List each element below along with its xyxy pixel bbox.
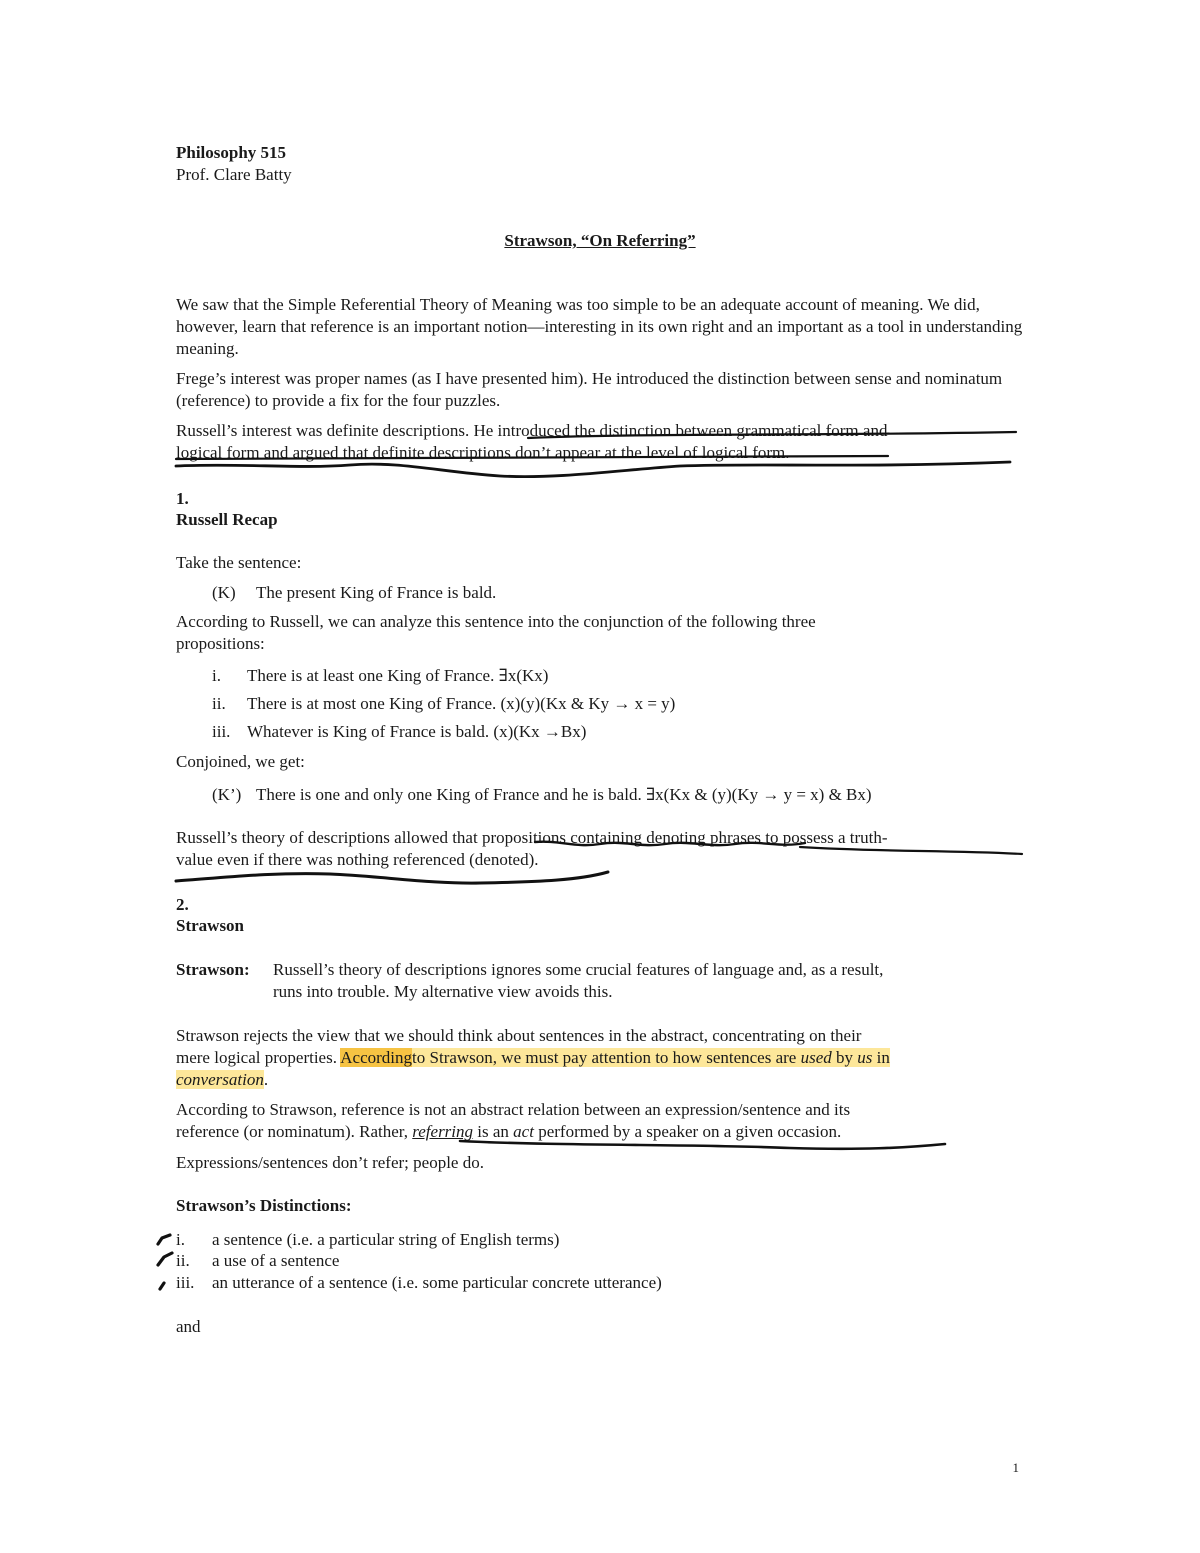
list-item-text: an utterance of a sentence (i.e. some particular concrete utterance) [212,1273,662,1292]
section-2-number: 2. [176,895,189,914]
k-prime-sentence: There is one and only one King of France and he is bald. ∃x(Kx & (y)(Ky → y = x) & Bx) [256,785,872,804]
professor-name: Prof. Clare Batty [176,165,292,184]
list-item-number: iii. [212,722,231,741]
distinctions-list [0,1229,1200,1299]
intro-paragraph-3-line-1: Russell’s interest was definite descriptions. He introduced the distinction between grammatical form and [176,421,888,440]
k-prime-label: (K’) [212,785,242,804]
rejects-line-2: mere logical properties. Accordingto Strawson, we must pay attention to how sentences are used by us in [176,1048,890,1067]
page-number: 1 [1012,1460,1019,1475]
reference-line-1: According to Strawson, reference is not an abstract relation between an expression/sentence and its [176,1100,851,1119]
strawson-claim-line-1: Russell’s theory of descriptions ignores some crucial features of language and, as a result, [273,960,884,979]
and-text: and [176,1317,201,1336]
people-refer-text: Expressions/sentences don’t refer; people do. [176,1153,484,1172]
russell-theory-line-1: Russell’s theory of descriptions allowed that propositions containing denoting phrases to possess a truth- [176,828,888,847]
highlight-strawson-attention: to Strawson, we must pay attention to how sentences are used by us in [412,1048,890,1067]
according-russell-line-2: propositions: [176,634,265,653]
russell-theory-line-2: value even if there was nothing referenced (denoted). [176,850,539,869]
list-item-text: Whatever is King of France is bald. (x)(Kx →Bx) [247,722,587,741]
take-sentence-text: Take the sentence: [176,553,302,572]
section-1-heading: Russell Recap [176,510,278,529]
section-1-number: 1. [176,489,189,508]
strawson-claim-line-2: runs into trouble. My alternative view avoids this. [273,982,613,1001]
list-item-number: iii. [176,1273,195,1292]
list-item-number: i. [212,666,221,685]
list-item-number: ii. [176,1251,190,1270]
list-item-text: a use of a sentence [212,1251,340,1270]
section-2-heading: Strawson [176,916,245,935]
strawson-speaker-label: Strawson: [176,960,250,979]
rejects-line-3: conversation. [176,1070,269,1089]
distinctions-heading: Strawson’s Distinctions: [176,1196,352,1215]
rejects-line-1: Strawson rejects the view that we should think about sentences in the abstract, concentrating on their [176,1026,862,1045]
highlight-according: According [340,1048,413,1067]
conjoined-text: Conjoined, we get: [176,752,305,771]
k-label: (K) [212,583,236,602]
course-title: Philosophy 515 [176,143,287,162]
list-item-number: i. [176,1230,185,1249]
document-title: Strawson, “On Referring” [504,231,696,250]
according-russell-line-1: According to Russell, we can analyze this sentence into the conjunction of the following three [176,612,816,631]
highlight-conversation: conversation [176,1070,264,1089]
k-sentence: The present King of France is bald. [256,583,497,602]
propositions-list [0,665,1200,755]
ink-wavy-underline [176,872,608,883]
list-item-text: There is at most one King of France. (x)(y)(Kx & Ky → x = y) [247,694,676,713]
ink-wavy-underline [176,462,1010,477]
intro-paragraph-3-line-2: logical form and argued that definite descriptions don’t appear at the level of logical form. [176,443,790,462]
list-item-number: ii. [212,694,226,713]
reference-line-2: reference (or nominatum). Rather, referring is an act performed by a speaker on a given occasion. [176,1122,842,1141]
list-item-text: a sentence (i.e. a particular string of English terms) [212,1230,560,1249]
intro-paragraph-2: Frege’s interest was proper names (as I have presented him). He introduced the distinction between sense and nominatum (reference) to provide a fix for the four puzzles. [176,369,1003,410]
intro-paragraph-1: We saw that the Simple Referential Theory of Meaning was too simple to be an adequate account of meaning. We did, however, learn that reference is an important notion—interesting in its own right and an important as a tool in understanding meaning. [176,295,1023,358]
list-item-text: There is at least one King of France. ∃x(Kx) [247,666,549,685]
